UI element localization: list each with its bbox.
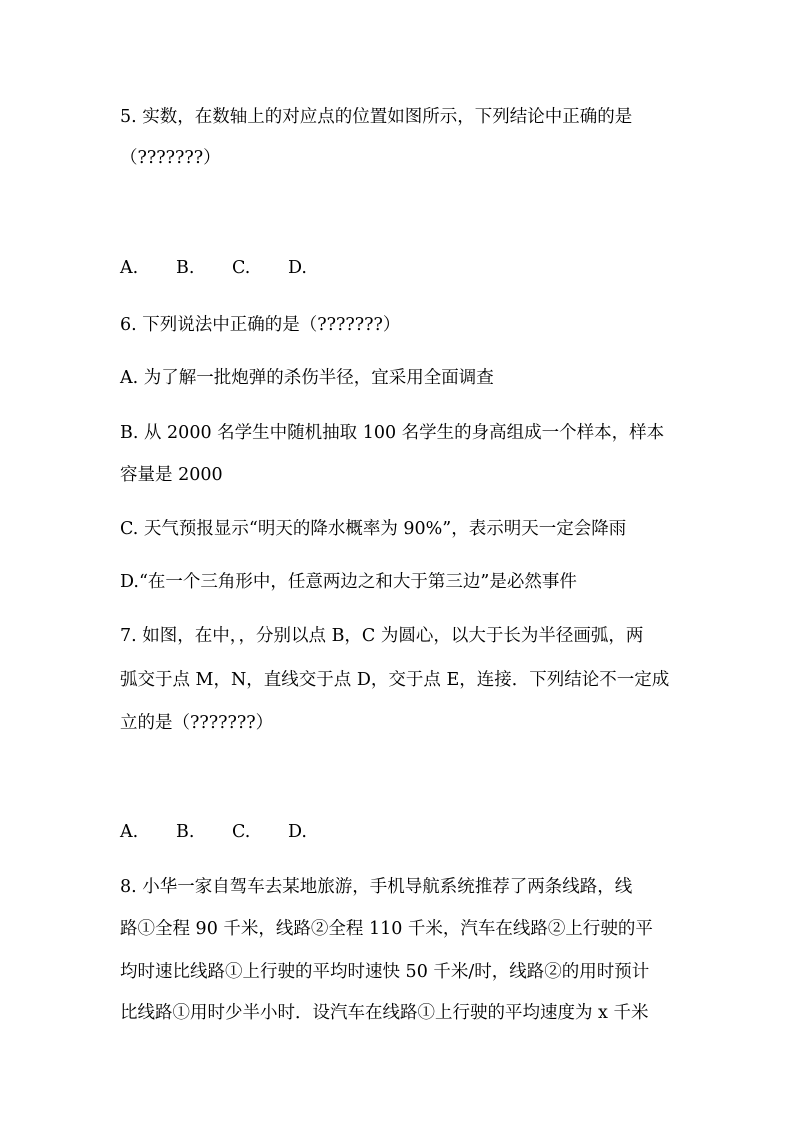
q8-stem-line-4: 比线路①用时少半小时．设汽车在线路①上行驶的平均速度为 x 千米 bbox=[120, 1003, 649, 1023]
q6-stem: 6. 下列说法中正确的是（???????） bbox=[120, 315, 401, 335]
q8-stem-line-3: 均时速比线路①上行驶的平均时速快 50 千米/时，线路②的用时预计 bbox=[120, 962, 650, 982]
q8-stem-line-2: 路①全程 90 千米，线路②全程 110 千米，汽车在线路②上行驶的平 bbox=[120, 919, 653, 939]
q5-stem-line-2: （???????） bbox=[120, 148, 221, 168]
q5-option-d: D. bbox=[288, 258, 307, 278]
q5-option-b: B. bbox=[176, 258, 195, 278]
q6-option-c: C. 天气预报显示“明天的降水概率为 90%”，表示明天一定会降雨 bbox=[120, 519, 627, 539]
q5-stem-line-1: 5. 实数，在数轴上的对应点的位置如图所示，下列结论中正确的是 bbox=[120, 107, 633, 127]
q6-option-d: D.“在一个三角形中，任意两边之和大于第三边”是必然事件 bbox=[120, 572, 577, 592]
q7-stem-line-2: 弧交于点 M，N，直线交于点 D，交于点 E，连接．下列结论不一定成 bbox=[120, 670, 670, 690]
q5-options bbox=[120, 256, 344, 280]
q7-option-b: B. bbox=[176, 822, 195, 842]
q8-stem-line-1: 8. 小华一家自驾车去某地旅游，手机导航系统推荐了两条线路，线 bbox=[120, 877, 633, 897]
q7-option-d: D. bbox=[288, 822, 307, 842]
q7-options bbox=[120, 820, 344, 844]
q6-option-b-line-2: 容量是 2000 bbox=[120, 465, 223, 485]
q7-option-a: A. bbox=[120, 822, 139, 842]
q5-option-a: A. bbox=[120, 258, 139, 278]
q7-stem-line-3: 立的是（???????） bbox=[120, 713, 274, 733]
q6-option-a: A. 为了解一批炮弹的杀伤半径，宜采用全面调查 bbox=[120, 368, 494, 388]
q5-option-c: C. bbox=[232, 258, 251, 278]
q7-option-c: C. bbox=[232, 822, 251, 842]
q6-option-b-line-1: B. 从 2000 名学生中随机抽取 100 名学生的身高组成一个样本，样本 bbox=[120, 423, 665, 443]
q7-stem-line-1: 7. 如图，在中，，分别以点 B，C 为圆心，以大于长为半径画弧，两 bbox=[120, 626, 644, 646]
